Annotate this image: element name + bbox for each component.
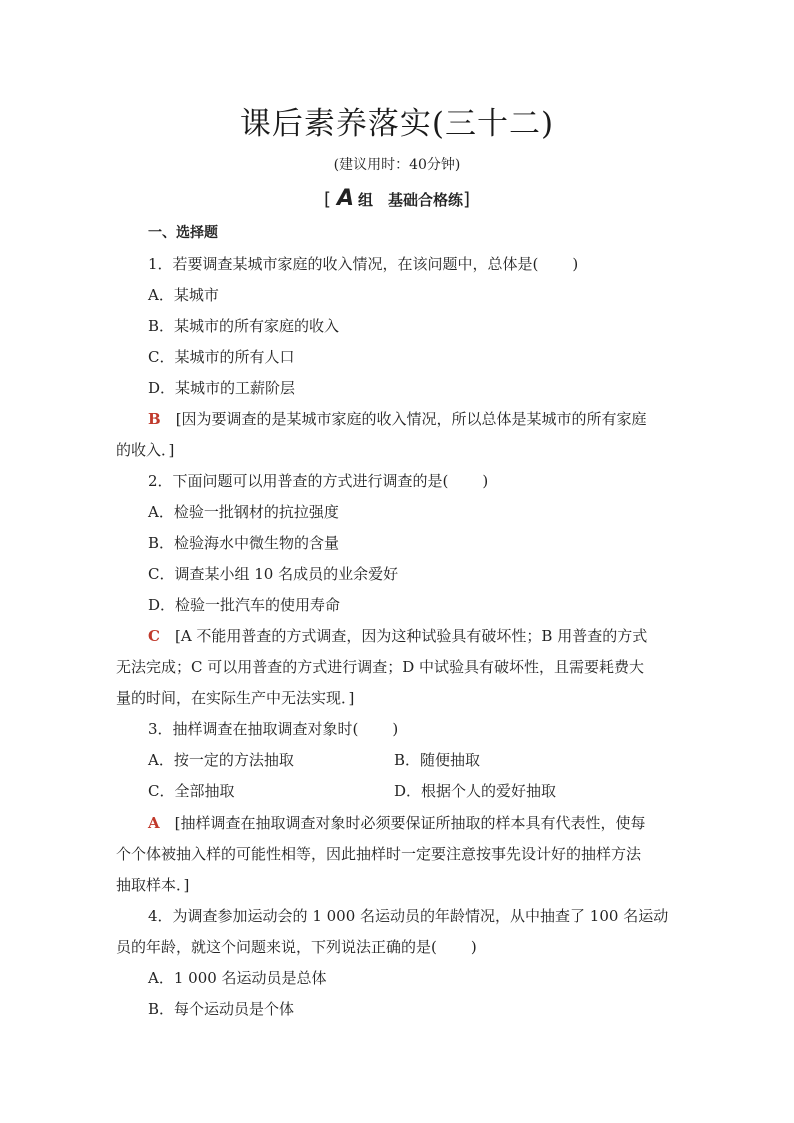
q3-stem-text: 3．抽样调查在抽取调查对象时(: [148, 720, 359, 738]
q2-answer: C: [148, 627, 160, 645]
question-4-stem-line-2: [116, 937, 477, 957]
q2-option-a: A．检验一批钢材的抗拉强度: [148, 503, 339, 521]
q4-close-paren: ): [470, 938, 477, 956]
q1-explain-line-1: [因为要调查的是某城市家庭的收入情况，所以总体是某城市的所有家庭: [175, 410, 647, 428]
q1-close-paren: ): [572, 255, 579, 273]
q3-close-paren: ): [392, 720, 399, 738]
group-label: 组 基础合格练: [358, 191, 464, 209]
section-heading: 一、选择题: [148, 225, 218, 241]
question-2-stem: [148, 471, 488, 491]
q3-explain-line-2: 个个体被抽入样的可能性相等，因此抽样时一定要注意按事先设计好的抽样方法: [116, 845, 642, 863]
q1-option-d: D．某城市的工薪阶层: [148, 379, 296, 397]
page-title: 课后素养落实(三十二): [239, 106, 555, 142]
q2-option-c: C．调查某小组 10 名成员的业余爱好: [148, 565, 399, 583]
q3-option-a: A．按一定的方法抽取: [148, 751, 294, 769]
group-heading: [0, 186, 794, 211]
q3-answer: A: [148, 814, 160, 832]
q1-explanation: [148, 409, 647, 429]
q1-option-b: B．某城市的所有家庭的收入: [148, 317, 340, 335]
q2-explain-line-3: 量的时间，在实际生产中无法实现．]: [116, 689, 355, 707]
q3-option-c: C．全部抽取: [148, 782, 235, 800]
q3-option-b: B．随便抽取: [394, 751, 481, 769]
left-bracket: [: [323, 189, 331, 210]
q2-explanation: [148, 626, 647, 646]
q2-option-d: D．检验一批汽车的使用寿命: [148, 596, 341, 614]
question-1-stem: [148, 254, 578, 274]
q3-explain-line-3: 抽取样本．]: [116, 876, 190, 894]
q3-explain-line-1: [抽样调查在抽取调查对象时必须要保证所抽取的样本具有代表性，使每: [174, 814, 646, 832]
q2-explain-line-2: 无法完成；C 可以用普查的方式进行调查；D 中试验具有破坏性，且需要耗费大: [116, 658, 645, 676]
q2-option-b: B．检验海水中微生物的含量: [148, 534, 340, 552]
suggested-time: (建议用时：40分钟): [333, 157, 461, 173]
q1-option-a: A．某城市: [148, 286, 219, 304]
q4-option-b: B．每个运动员是个体: [148, 1000, 295, 1018]
q1-answer: B: [148, 410, 161, 428]
q4-stem-text: 员的年龄，就这个问题来说，下列说法正确的是(: [116, 938, 437, 956]
q3-explanation: [148, 813, 646, 833]
q1-stem-text: 1．若要调查某城市家庭的收入情况，在该问题中，总体是(: [148, 255, 539, 273]
q1-explain-line-2: 的收入．]: [116, 441, 175, 459]
q2-explain-line-1: [A 不能用普查的方式调查，因为这种试验具有破坏性；B 用普查的方式: [174, 627, 648, 645]
q4-option-a: A．1 000 名运动员是总体: [148, 969, 327, 987]
right-bracket: ]: [463, 189, 471, 210]
question-3-stem: [148, 719, 398, 739]
q1-option-c: C．某城市的所有人口: [148, 348, 295, 366]
group-letter: A: [336, 186, 354, 211]
q3-option-d: D．根据个人的爱好抽取: [394, 782, 557, 800]
question-4-stem-line-1: 4．为调查参加运动会的 1 000 名运动员的年龄情况，从中抽查了 100 名运动: [148, 907, 669, 925]
q2-stem-text: 2．下面问题可以用普查的方式进行调查的是(: [148, 472, 449, 490]
q2-close-paren: ): [482, 472, 489, 490]
